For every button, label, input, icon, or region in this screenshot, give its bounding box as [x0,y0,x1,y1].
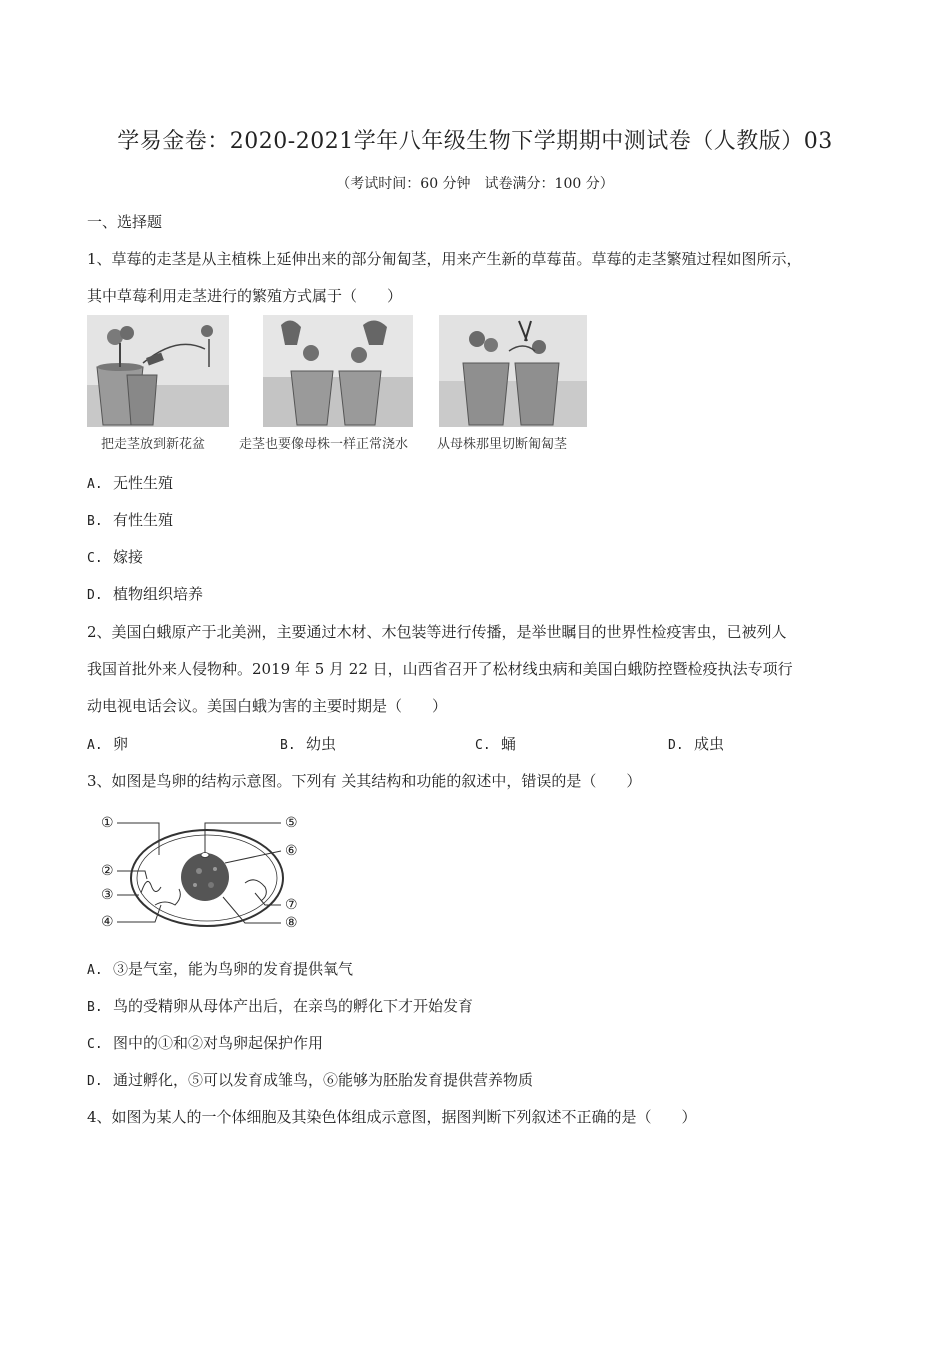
q1-text-line2: 其中草莓利用走茎进行的繁殖方式属于（ ） [87,287,403,305]
q2-text-line3: 动电视电话会议。美国白蛾为害的主要时期是（ ） [87,697,448,715]
q3-option-a: A. ③是气室，能为鸟卵的发育提供氧气 [87,960,354,978]
q3-option-c: C. 图中的①和②对鸟卵起保护作用 [87,1034,324,1052]
egg-structure-diagram [95,805,315,940]
q1-option-b: B. 有性生殖 [87,511,174,529]
label-3: ③ [101,887,114,903]
q1-text-line1: 1、草莓的走茎是从主植株上延伸出来的部分匍匐茎，用来产生新的草莓苗。草莓的走茎繁殖过程如图所示， [87,250,802,268]
label-1: ① [101,815,114,831]
strawberry-panel-3 [439,315,587,427]
label-8: ⑧ [285,915,298,931]
strawberry-panel-1 [87,315,229,427]
q3-text-line1: 3、如图是鸟卵的结构示意图。下列有 关其结构和功能的叙述中，错误的是（ ） [87,772,642,790]
q1-option-a: A. 无性生殖 [87,474,174,492]
label-6: ⑥ [285,843,298,859]
q1-option-d: D. 植物组织培养 [87,585,204,603]
q3-option-d: D. 通过孵化，⑤可以发育成雏鸟，⑥能够为胚胎发育提供营养物质 [87,1071,534,1089]
q1-option-c: C. 嫁接 [87,548,144,566]
panel-2-caption: 走茎也要像母株一样正常浇水 [239,437,409,452]
q2-text-line2: 我国首批外来人侵物种。2019 年 5 月 22 日，山西省召开了松材线虫病和美国白蛾防控暨检疫执法专项行 [87,660,793,678]
label-4: ④ [101,914,114,930]
q3-option-b: B. 鸟的受精卵从母体产出后，在亲鸟的孵化下才开始发育 [87,997,474,1015]
label-7: ⑦ [285,897,298,913]
q2-option-a: A. 卵 [87,735,129,753]
q2-option-b: B. 幼虫 [280,735,337,753]
label-2: ② [101,863,114,879]
section-heading: 一、选择题 [87,213,163,231]
page-title: 学易金卷：2020-2021学年八年级生物下学期期中测试卷（人教版）03 [117,129,833,154]
panel-3-caption: 从母株那里切断匍匐茎 [437,437,568,452]
q4-text-line1: 4、如图为某人的一个体细胞及其染色体组成示意图，据图判断下列叙述不正确的是（ ） [87,1108,697,1126]
panel-1-caption: 把走茎放到新花盆 [101,437,206,452]
q2-text-line1: 2、美国白蛾原产于北美洲，主要通过木材、木包装等进行传播，是举世瞩目的世界性检疫害虫，已被列人 [87,623,787,641]
q2-option-d: D. 成虫 [668,735,725,753]
q1-figure [87,315,587,455]
label-5: ⑤ [285,815,298,831]
strawberry-panel-2 [263,315,413,427]
exam-info: （考试时间：60 分钟 试卷满分：100 分） [336,176,614,192]
q2-option-c: C. 蛹 [475,735,517,753]
